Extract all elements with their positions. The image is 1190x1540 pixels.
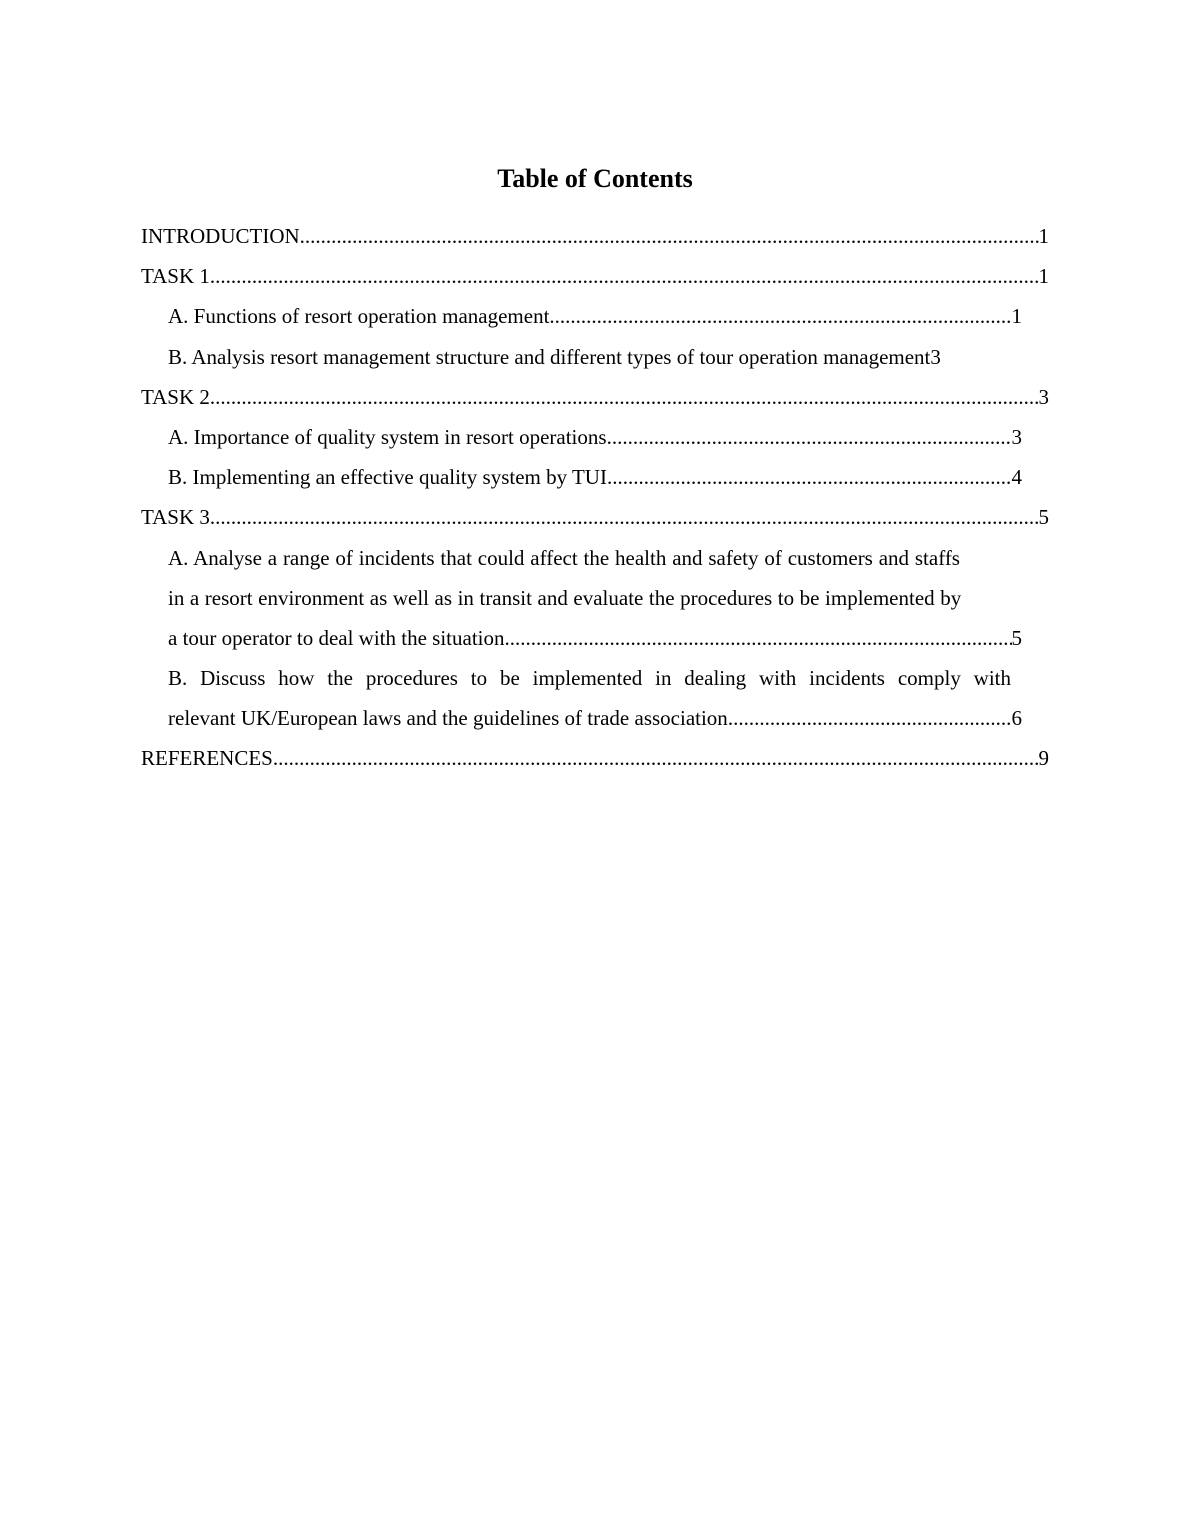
dot-leader bbox=[273, 738, 1039, 778]
toc-entry-introduction[interactable] bbox=[141, 216, 1049, 256]
toc-entry-task-3-a[interactable] bbox=[168, 538, 1049, 659]
toc-page-number: 9 bbox=[1038, 746, 1049, 771]
toc-entry-task-2-b[interactable] bbox=[168, 457, 1022, 497]
dot-leader bbox=[300, 216, 1039, 256]
toc-list bbox=[141, 216, 1049, 779]
dot-leader bbox=[549, 296, 1011, 336]
dot-leader bbox=[210, 256, 1039, 296]
toc-entry-task-1-b[interactable] bbox=[168, 337, 1022, 377]
toc-page-number: 4 bbox=[1011, 465, 1022, 490]
toc-title: Table of Contents bbox=[497, 164, 693, 193]
toc-entry-label: A. Functions of resort operation management bbox=[168, 304, 550, 329]
toc-entry-label-line: B. Discuss how the procedures to be implemented in dealing with incidents comply with bbox=[168, 666, 1011, 691]
toc-entry-label: INTRODUCTION bbox=[141, 224, 300, 248]
toc-entry-task-3[interactable] bbox=[141, 497, 1049, 537]
toc-entry-references[interactable] bbox=[141, 738, 1049, 778]
dot-leader bbox=[210, 377, 1039, 417]
toc-entry-label: B. Analysis resort management structure and different types of tour operation management bbox=[168, 344, 931, 369]
toc-page-number: 3 bbox=[1011, 424, 1022, 449]
toc-entry-task-1[interactable] bbox=[141, 256, 1049, 296]
toc-page-number: 3 bbox=[1038, 384, 1049, 409]
toc-entry-label-line: in a resort environment as well as in transit and evaluate the procedures to be implemented by bbox=[168, 585, 962, 610]
toc-entry-label: TASK 3 bbox=[141, 505, 210, 530]
toc-entry-label: REFERENCES bbox=[141, 746, 273, 771]
toc-page-number: 6 bbox=[1011, 706, 1022, 731]
toc-entry-task-1-a[interactable] bbox=[168, 296, 1022, 336]
toc-page-number: 5 bbox=[1011, 625, 1022, 650]
dot-leader bbox=[607, 457, 1012, 497]
dot-leader bbox=[210, 497, 1039, 537]
toc-entry-label: TASK 1 bbox=[141, 264, 210, 289]
toc-page-number: 1 bbox=[1038, 224, 1049, 248]
toc-entry-task-2[interactable] bbox=[141, 377, 1049, 417]
dot-leader bbox=[728, 698, 1012, 738]
toc-entry-label-line: relevant UK/European laws and the guidelines of trade association bbox=[168, 706, 728, 731]
toc-page-number: 1 bbox=[1038, 264, 1049, 289]
toc-page-number: 1 bbox=[1011, 304, 1022, 329]
toc-entry-label-line: a tour operator to deal with the situation bbox=[168, 625, 505, 650]
toc-entry-label: TASK 2 bbox=[141, 384, 210, 409]
toc-entry-task-2-a[interactable] bbox=[168, 417, 1022, 457]
toc-entry-label-line: A. Analyse a range of incidents that could affect the health and safety of customers and staffs bbox=[168, 545, 960, 570]
toc-page-number: 5 bbox=[1038, 505, 1049, 530]
toc-page-number: 3 bbox=[930, 344, 941, 369]
toc-entry-task-3-b[interactable] bbox=[168, 658, 1049, 738]
toc-entry-label: A. Importance of quality system in resort operations bbox=[168, 424, 607, 449]
toc-entry-label: B. Implementing an effective quality system by TUI bbox=[168, 465, 607, 490]
dot-leader bbox=[505, 618, 1012, 658]
dot-leader bbox=[607, 417, 1012, 457]
